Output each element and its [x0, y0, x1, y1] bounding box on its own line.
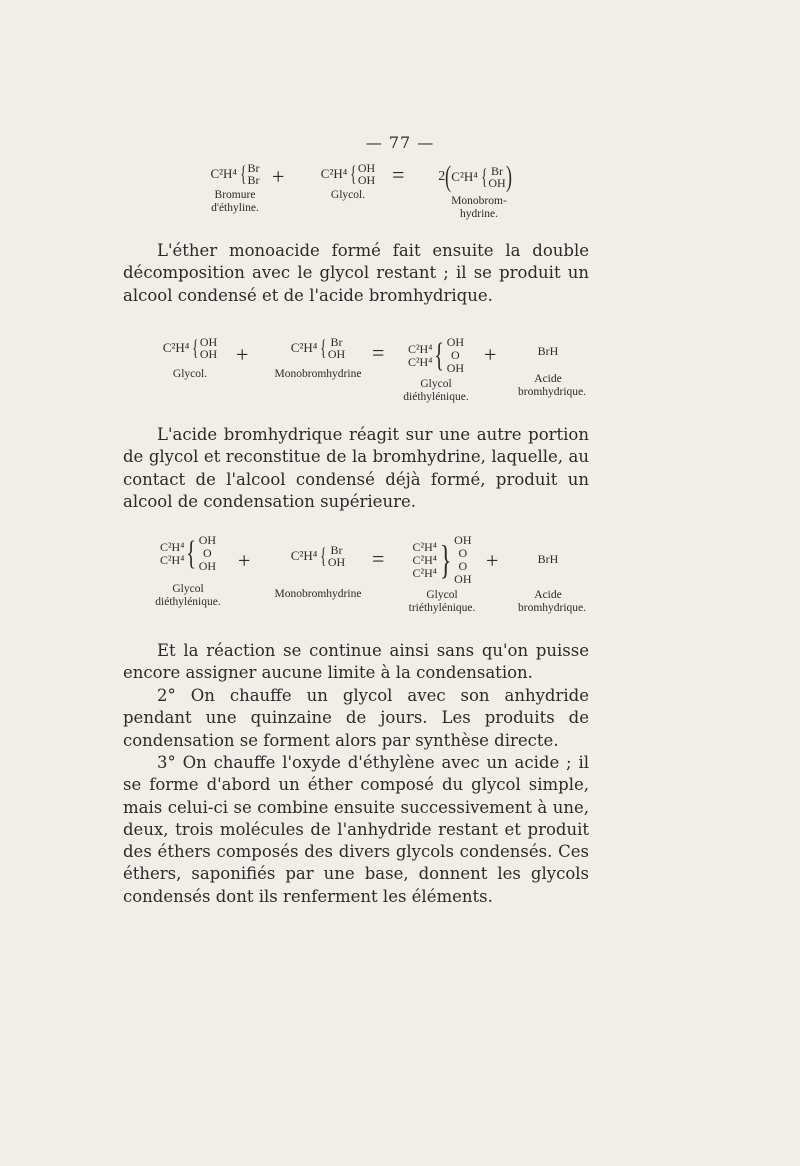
paragraph-2: L'acide bromhydrique réagit sur une autre portion de glycol et reconstitue de la bromhydrine, laquelle, au contact de l'alcool condensé déjà formé, produit un alcool de condensation supérieure. [123, 425, 589, 511]
eq1-label-bromure: Bromure d'éthyline. [211, 189, 259, 214]
eq1-term-monobromhydrine: 2 ( C²H⁴ { Br OH ) Monobrom-hydrine. [438, 160, 512, 220]
eq3-label-glycol-diethylenique: Glycol diéthylénique. [155, 583, 221, 608]
paragraph-4: 2° On chauffe un glycol avec son anhydride pendant une quinzaine de jours. Les produits de condensation se forment alors par synthèse directe. [123, 686, 589, 750]
eq1-term-bromure: C²H⁴ { Br Br Bromure d'éthyline. [190, 162, 280, 215]
paragraph-3: Et la réaction se continue ainsi sans qu'on puisse encore assigner aucune limite à la condensation. [123, 641, 589, 683]
eq3-label-acide: Acide bromhydrique. [518, 589, 587, 614]
eq2-label-glycol-diethylenique: Glycol diéthylénique. [403, 378, 469, 403]
plus-sign: + [272, 164, 285, 189]
plus-sign: + [238, 548, 251, 573]
eq2-brh: BrH [537, 344, 559, 358]
eq3-label-glycol-triethylenique: Glycol triéthylénique. [408, 589, 476, 614]
plus-sign: + [486, 548, 499, 573]
eq3-term-monobromhydrine: C²H⁴ { Br OH Monobromhydrine [268, 534, 368, 601]
eq2-term-glycol: C²H⁴ { OH OH Glycol. [150, 336, 230, 381]
eq3-label-monobromhydrine: Monobromhydrine [274, 588, 362, 600]
eq2-term-monobromhydrine: C²H⁴ { Br OH Monobromhydrine [268, 336, 368, 381]
eq3-term-glycol-diethylenique: C²H⁴ C²H⁴ { OH O OH Glycol diéthylénique. [146, 534, 230, 609]
eq3-term-glycol-triethylenique: C²H⁴ C²H⁴ C²H⁴ } OH O O OH Glycol triéthylénique. [394, 534, 490, 615]
eq2-label-glycol: Glycol. [172, 368, 208, 380]
paragraph-5: 3° On chauffe l'oxyde d'éthylène avec un acide ; il se forme d'abord un éther composé du glycol simple, mais celui-ci se combine ensuite successivement à une, deux, trois molécules de l'anhydride restant et produit des éthers composés des divers glycols condensés. Ces éthers, saponifiés par une base, donnent les glycols condensés dont ils renferment les éléments. [123, 753, 589, 906]
eq3-brh: BrH [537, 552, 559, 566]
equals-sign: = [372, 340, 385, 365]
plus-sign: + [236, 342, 249, 367]
eq2-label-monobromhydrine: Monobromhydrine [274, 368, 362, 380]
eq1-label-glycol: Glycol. [330, 189, 366, 201]
plus-sign: + [484, 342, 497, 367]
eq1-label-monobromhydrine: Monobrom-hydrine. [451, 195, 507, 220]
eq3-term-acide [500, 534, 596, 615]
eq2-term-glycol-diethylenique: C²H⁴ C²H⁴ { OH O OH Glycol diéthylénique. [396, 336, 476, 404]
equals-sign: = [392, 162, 405, 187]
eq2-label-acide: Acide bromhydrique. [518, 373, 587, 398]
paragraph-1: L'éther monoacide formé fait ensuite la double décomposition avec le glycol restant ; il se produit un alcool condensé et de l'acide bromhydrique. [123, 241, 589, 305]
eq2-term-acide [500, 336, 596, 399]
eq1-term-glycol: C²H⁴ { OH OH Glycol. [308, 162, 388, 202]
equals-sign: = [372, 546, 385, 571]
page-number: — 77 — [365, 133, 435, 152]
